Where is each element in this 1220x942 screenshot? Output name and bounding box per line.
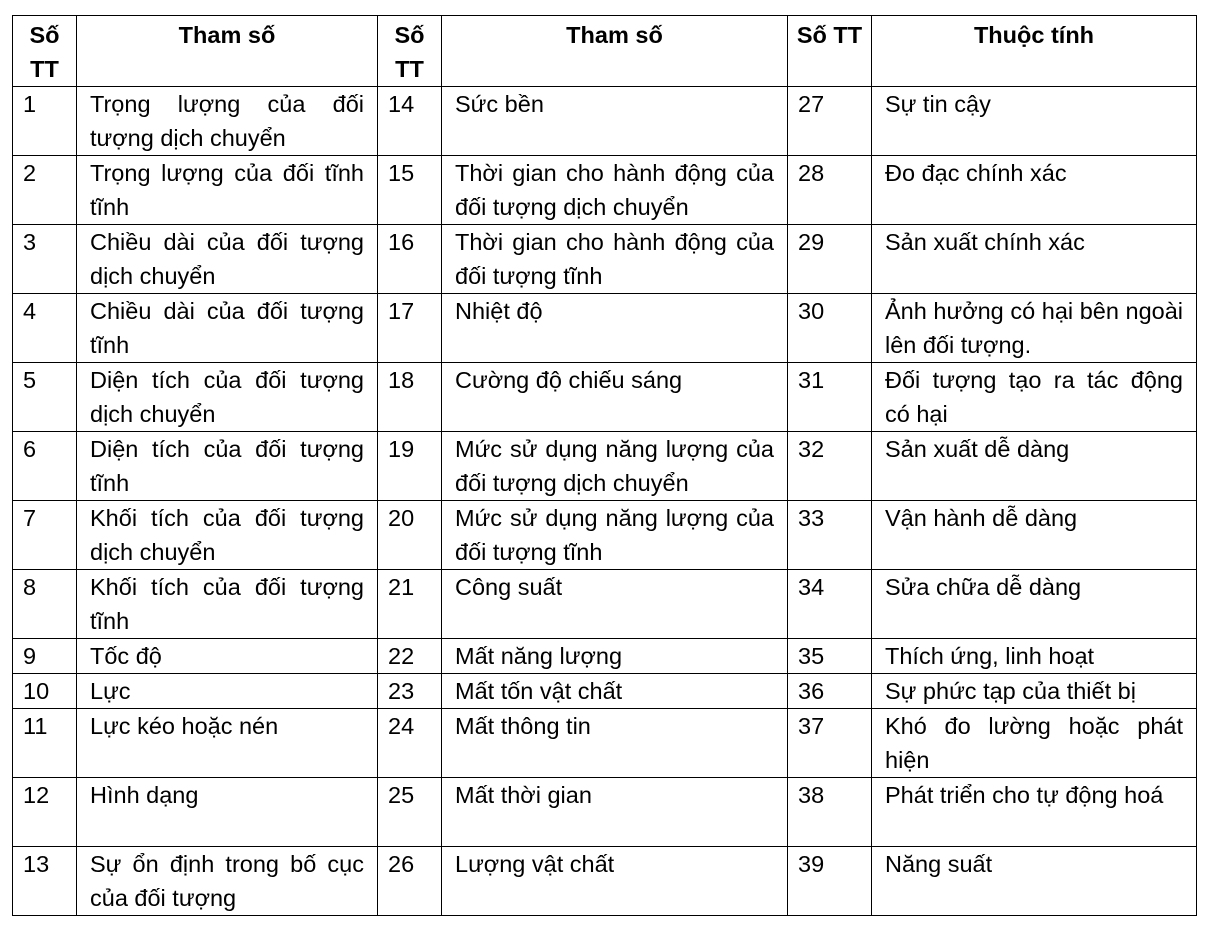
row-text-cell: Thích ứng, linh hoạt [872,639,1197,674]
row-text-cell: Khối tích của đối tượng tĩnh [77,570,378,639]
row-text-cell: Sức bền [442,87,788,156]
row-number-cell: 35 [788,639,872,674]
row-number-cell: 12 [13,778,77,847]
table-row [13,709,1197,778]
row-text-cell: Đối tượng tạo ra tác động có hại [872,363,1197,432]
row-text-cell: Mất thời gian [442,778,788,847]
row-text-cell: Phát triển cho tự động hoá [872,778,1197,847]
row-number-cell: 14 [378,87,442,156]
table-row [13,674,1197,709]
row-number-cell: 7 [13,501,77,570]
row-number-cell: 2 [13,156,77,225]
row-text-cell: Mức sử dụng năng lượng của đối tượng dịch chuyển [442,432,788,501]
row-text-cell: Cường độ chiếu sáng [442,363,788,432]
row-number-cell: 17 [378,294,442,363]
row-text-cell: Nhiệt độ [442,294,788,363]
row-text-cell: Diện tích của đối tượng dịch chuyển [77,363,378,432]
row-number-cell: 15 [378,156,442,225]
row-text-cell: Sự tin cậy [872,87,1197,156]
row-number-cell: 19 [378,432,442,501]
row-number-cell: 20 [378,501,442,570]
header-no-1: Số TT [13,16,77,87]
header-no-3: Số TT [788,16,872,87]
row-number-cell: 8 [13,570,77,639]
row-number-cell: 33 [788,501,872,570]
row-number-cell: 39 [788,847,872,916]
row-number-cell: 30 [788,294,872,363]
row-text-cell: Sản xuất chính xác [872,225,1197,294]
row-text-cell: Trọng lượng của đối tĩnh tĩnh [77,156,378,225]
table-row [13,847,1197,916]
row-number-cell: 36 [788,674,872,709]
header-row [13,16,1197,87]
row-text-cell: Hình dạng [77,778,378,847]
table-row [13,778,1197,847]
row-number-cell: 24 [378,709,442,778]
row-number-cell: 13 [13,847,77,916]
row-number-cell: 27 [788,87,872,156]
row-number-cell: 28 [788,156,872,225]
row-text-cell: Công suất [442,570,788,639]
row-text-cell: Chiều dài của đối tượng tĩnh [77,294,378,363]
row-text-cell: Thời gian cho hành động của đối tượng tĩnh [442,225,788,294]
row-number-cell: 10 [13,674,77,709]
row-number-cell: 38 [788,778,872,847]
table-row [13,294,1197,363]
row-text-cell: Trọng lượng của đối tượng dịch chuyển [77,87,378,156]
row-text-cell: Mất tốn vật chất [442,674,788,709]
row-number-cell: 22 [378,639,442,674]
row-text-cell: Sự phức tạp của thiết bị [872,674,1197,709]
row-text-cell: Vận hành dễ dàng [872,501,1197,570]
table-row [13,87,1197,156]
row-number-cell: 31 [788,363,872,432]
row-text-cell: Năng suất [872,847,1197,916]
row-number-cell: 5 [13,363,77,432]
row-text-cell: Lực kéo hoặc nén [77,709,378,778]
row-number-cell: 18 [378,363,442,432]
row-number-cell: 34 [788,570,872,639]
row-text-cell: Khối tích của đối tượng dịch chuyển [77,501,378,570]
row-number-cell: 3 [13,225,77,294]
row-text-cell: Lực [77,674,378,709]
row-number-cell: 9 [13,639,77,674]
row-number-cell: 23 [378,674,442,709]
header-no-2: Số TT [378,16,442,87]
row-text-cell: Đo đạc chính xác [872,156,1197,225]
table-row [13,570,1197,639]
row-number-cell: 6 [13,432,77,501]
row-text-cell: Khó đo lường hoặc phát hiện [872,709,1197,778]
row-number-cell: 16 [378,225,442,294]
row-number-cell: 1 [13,87,77,156]
row-number-cell: 21 [378,570,442,639]
row-text-cell: Sự ổn định trong bố cục của đối tượng [77,847,378,916]
row-text-cell: Ảnh hưởng có hại bên ngoài lên đối tượng. [872,294,1197,363]
row-number-cell: 29 [788,225,872,294]
table-row [13,225,1197,294]
header-attribute: Thuộc tính [872,16,1197,87]
row-text-cell: Lượng vật chất [442,847,788,916]
row-text-cell: Sản xuất dễ dàng [872,432,1197,501]
row-number-cell: 37 [788,709,872,778]
row-text-cell: Mất năng lượng [442,639,788,674]
table-row [13,501,1197,570]
row-text-cell: Tốc độ [77,639,378,674]
header-param-2: Tham số [442,16,788,87]
table-row [13,639,1197,674]
row-text-cell: Mất thông tin [442,709,788,778]
row-text-cell: Sửa chữa dễ dàng [872,570,1197,639]
header-param-1: Tham số [77,16,378,87]
row-number-cell: 11 [13,709,77,778]
row-number-cell: 32 [788,432,872,501]
table-body [13,87,1197,916]
row-text-cell: Diện tích của đối tượng tĩnh [77,432,378,501]
row-number-cell: 26 [378,847,442,916]
row-text-cell: Mức sử dụng năng lượng của đối tượng tĩnh [442,501,788,570]
parameters-table [12,15,1197,916]
table-row [13,432,1197,501]
row-number-cell: 4 [13,294,77,363]
table-row [13,363,1197,432]
table-row [13,156,1197,225]
row-text-cell: Thời gian cho hành động của đối tượng dịch chuyển [442,156,788,225]
row-text-cell: Chiều dài của đối tượng dịch chuyển [77,225,378,294]
row-number-cell: 25 [378,778,442,847]
